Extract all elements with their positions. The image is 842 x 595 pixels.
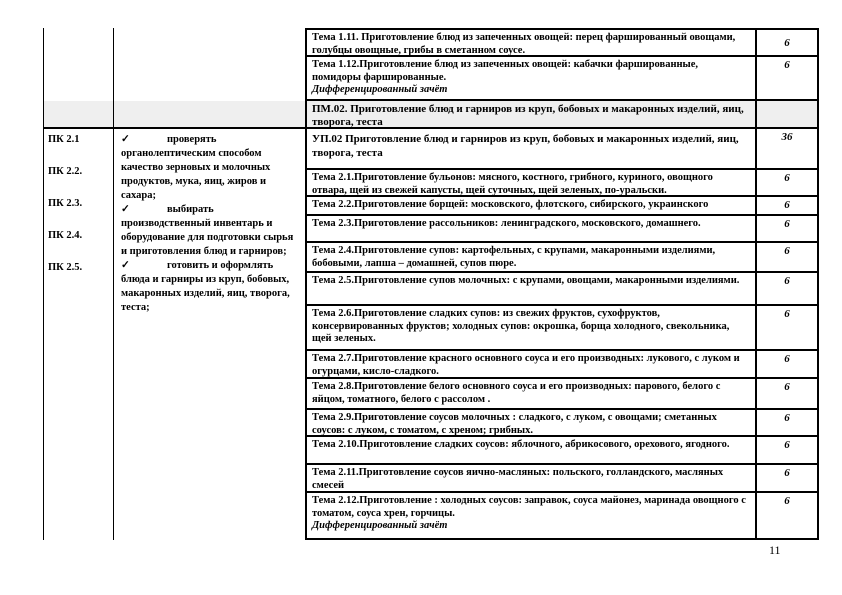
competency-list xyxy=(43,129,114,540)
competency-column-empty-cell xyxy=(43,28,114,101)
topic-row-1-11-hours: 6 xyxy=(757,28,819,57)
topic-row-1-12-note: Дифференцированный зачёт xyxy=(312,84,448,95)
competency-item: ПК 2.3. xyxy=(48,198,83,209)
module-header-hours-cell xyxy=(757,101,819,129)
topic-row-2-3-title: Тема 2.3.Приготовление рассольников: ленинградского, московского, домашнего. xyxy=(305,216,757,243)
competency-item: ПК 2.2. xyxy=(48,166,83,177)
topic-row-2-1-hours: 6 xyxy=(757,170,819,197)
topic-row-2-10-title: Тема 2.10.Приготовление сладких соусов: яблочного, абрикосового, орехового, ягодного. xyxy=(305,437,757,465)
topic-row-2-12-title: Тема 2.12.Приготовление : холодных соусов: заправок, соуса майонез, маринада овощного с томатом, соуса хрен, горчицы. xyxy=(312,495,746,519)
skills-list xyxy=(114,129,305,540)
topic-row-2-2-hours: 6 xyxy=(757,197,819,216)
topic-row-2-5-hours: 6 xyxy=(757,273,819,306)
skill-item-text: готовить и оформлять блюда и гарниры из круп, бобовых, макаронных изделий, яиц, творога, теста; xyxy=(121,260,290,313)
topic-row-2-8-title: Тема 2.8.Приготовление белого основного соуса и его производных: парового, белого с яйцом, томатного, белого с рассолом . xyxy=(305,379,757,410)
topic-row-2-10-hours: 6 xyxy=(757,437,819,465)
practice-header-hours: 36 xyxy=(757,129,819,170)
topic-row-2-7-hours: 6 xyxy=(757,351,819,379)
topic-row-2-11-hours: 6 xyxy=(757,465,819,493)
module-row-empty-cell-2 xyxy=(114,101,305,129)
topic-row-2-3-hours: 6 xyxy=(757,216,819,243)
topic-row-2-4-hours: 6 xyxy=(757,243,819,273)
topic-row-2-5-title: Тема 2.5.Приготовление супов молочных: с крупами, овощами, макаронными изделиями. xyxy=(305,273,757,306)
topic-row-2-9-title: Тема 2.9.Приготовление соусов молочных : сладкого, с луком, с овощами; сметанных соусов: с луком, с томатом, с хреном; грибных. xyxy=(305,410,757,437)
skills-column-empty-cell xyxy=(114,28,305,101)
check-icon: ✓ xyxy=(121,134,130,145)
topic-row-2-12 xyxy=(305,493,757,540)
page-number: 11 xyxy=(769,543,781,557)
curriculum-table xyxy=(43,28,819,540)
topic-row-2-7-title: Тема 2.7.Приготовление красного основного соуса и его производных: лукового, с луком и огурцами, кисло-сладкого. xyxy=(305,351,757,379)
competency-item: ПК 2.5. xyxy=(48,262,83,273)
topic-row-2-6-title: Тема 2.6.Приготовление сладких супов: из свежих фруктов, сухофруктов, консервированных фруктов; холодных супов: окрошка, борща холодного, свекольника, щей зеленых. xyxy=(305,306,757,351)
practice-header-title: УП.02 Приготовление блюд и гарниров из круп, бобовых и макаронных изделий, яиц, творога, теста xyxy=(305,129,757,170)
topic-row-1-11-title: Тема 1.11. Приготовление блюд из запеченных овощей: перец фаршированный овощами, голубцы овощные, грибы в сметанном соусе. xyxy=(305,28,757,57)
skill-item xyxy=(121,133,301,203)
topic-row-2-2-title: Тема 2.2.Приготовление борщей: московского, флотского, сибирского, украинского xyxy=(305,197,757,216)
competency-item: ПК 2.1 xyxy=(48,134,80,145)
topic-row-2-9-hours: 6 xyxy=(757,410,819,437)
skill-item xyxy=(121,259,301,315)
topic-row-1-12-title: Тема 1.12.Приготовление блюд из запеченных овощей: кабачки фаршированные, помидоры фаршированные. xyxy=(312,59,699,83)
check-icon: ✓ xyxy=(121,204,130,215)
module-header-title: ПМ.02. Приготовление блюд и гарниров из круп, бобовых и макаронных изделий, яиц, творога, теста xyxy=(305,101,757,129)
skill-item xyxy=(121,203,301,259)
skill-item-text: выбирать производственный инвентарь и оборудование для подготовки сырья и приготовления блюд и гарниров; xyxy=(121,204,294,257)
topic-row-2-12-note: Дифференцированный зачёт xyxy=(312,520,448,531)
topic-row-2-11-title: Тема 2.11.Приготовление соусов яично-масляных: польского, голландского, масляных смесей xyxy=(305,465,757,493)
check-icon: ✓ xyxy=(121,260,130,271)
module-row-empty-cell-1 xyxy=(43,101,114,129)
competency-item: ПК 2.4. xyxy=(48,230,83,241)
topic-row-1-12-hours: 6 xyxy=(757,57,819,101)
topic-row-2-12-hours: 6 xyxy=(757,493,819,540)
skill-item-text: проверять органолептическим способом качество зерновых и молочных продуктов, мука, яиц, жиров и сахара; xyxy=(121,134,271,201)
topic-row-2-6-hours: 6 xyxy=(757,306,819,351)
topic-row-2-4-title: Тема 2.4.Приготовление супов: картофельных, с крупами, макаронными изделиями, бобовыми, лапша – домашней, супов пюре. xyxy=(305,243,757,273)
topic-row-2-1-title: Тема 2.1.Приготовление бульонов: мясного, костного, грибного, куриного, овощного отвара, щей из свежей капусты, щей суточных, щей зеленых, по-уральски. xyxy=(305,170,757,197)
topic-row-1-12 xyxy=(305,57,757,101)
topic-row-2-8-hours: 6 xyxy=(757,379,819,410)
